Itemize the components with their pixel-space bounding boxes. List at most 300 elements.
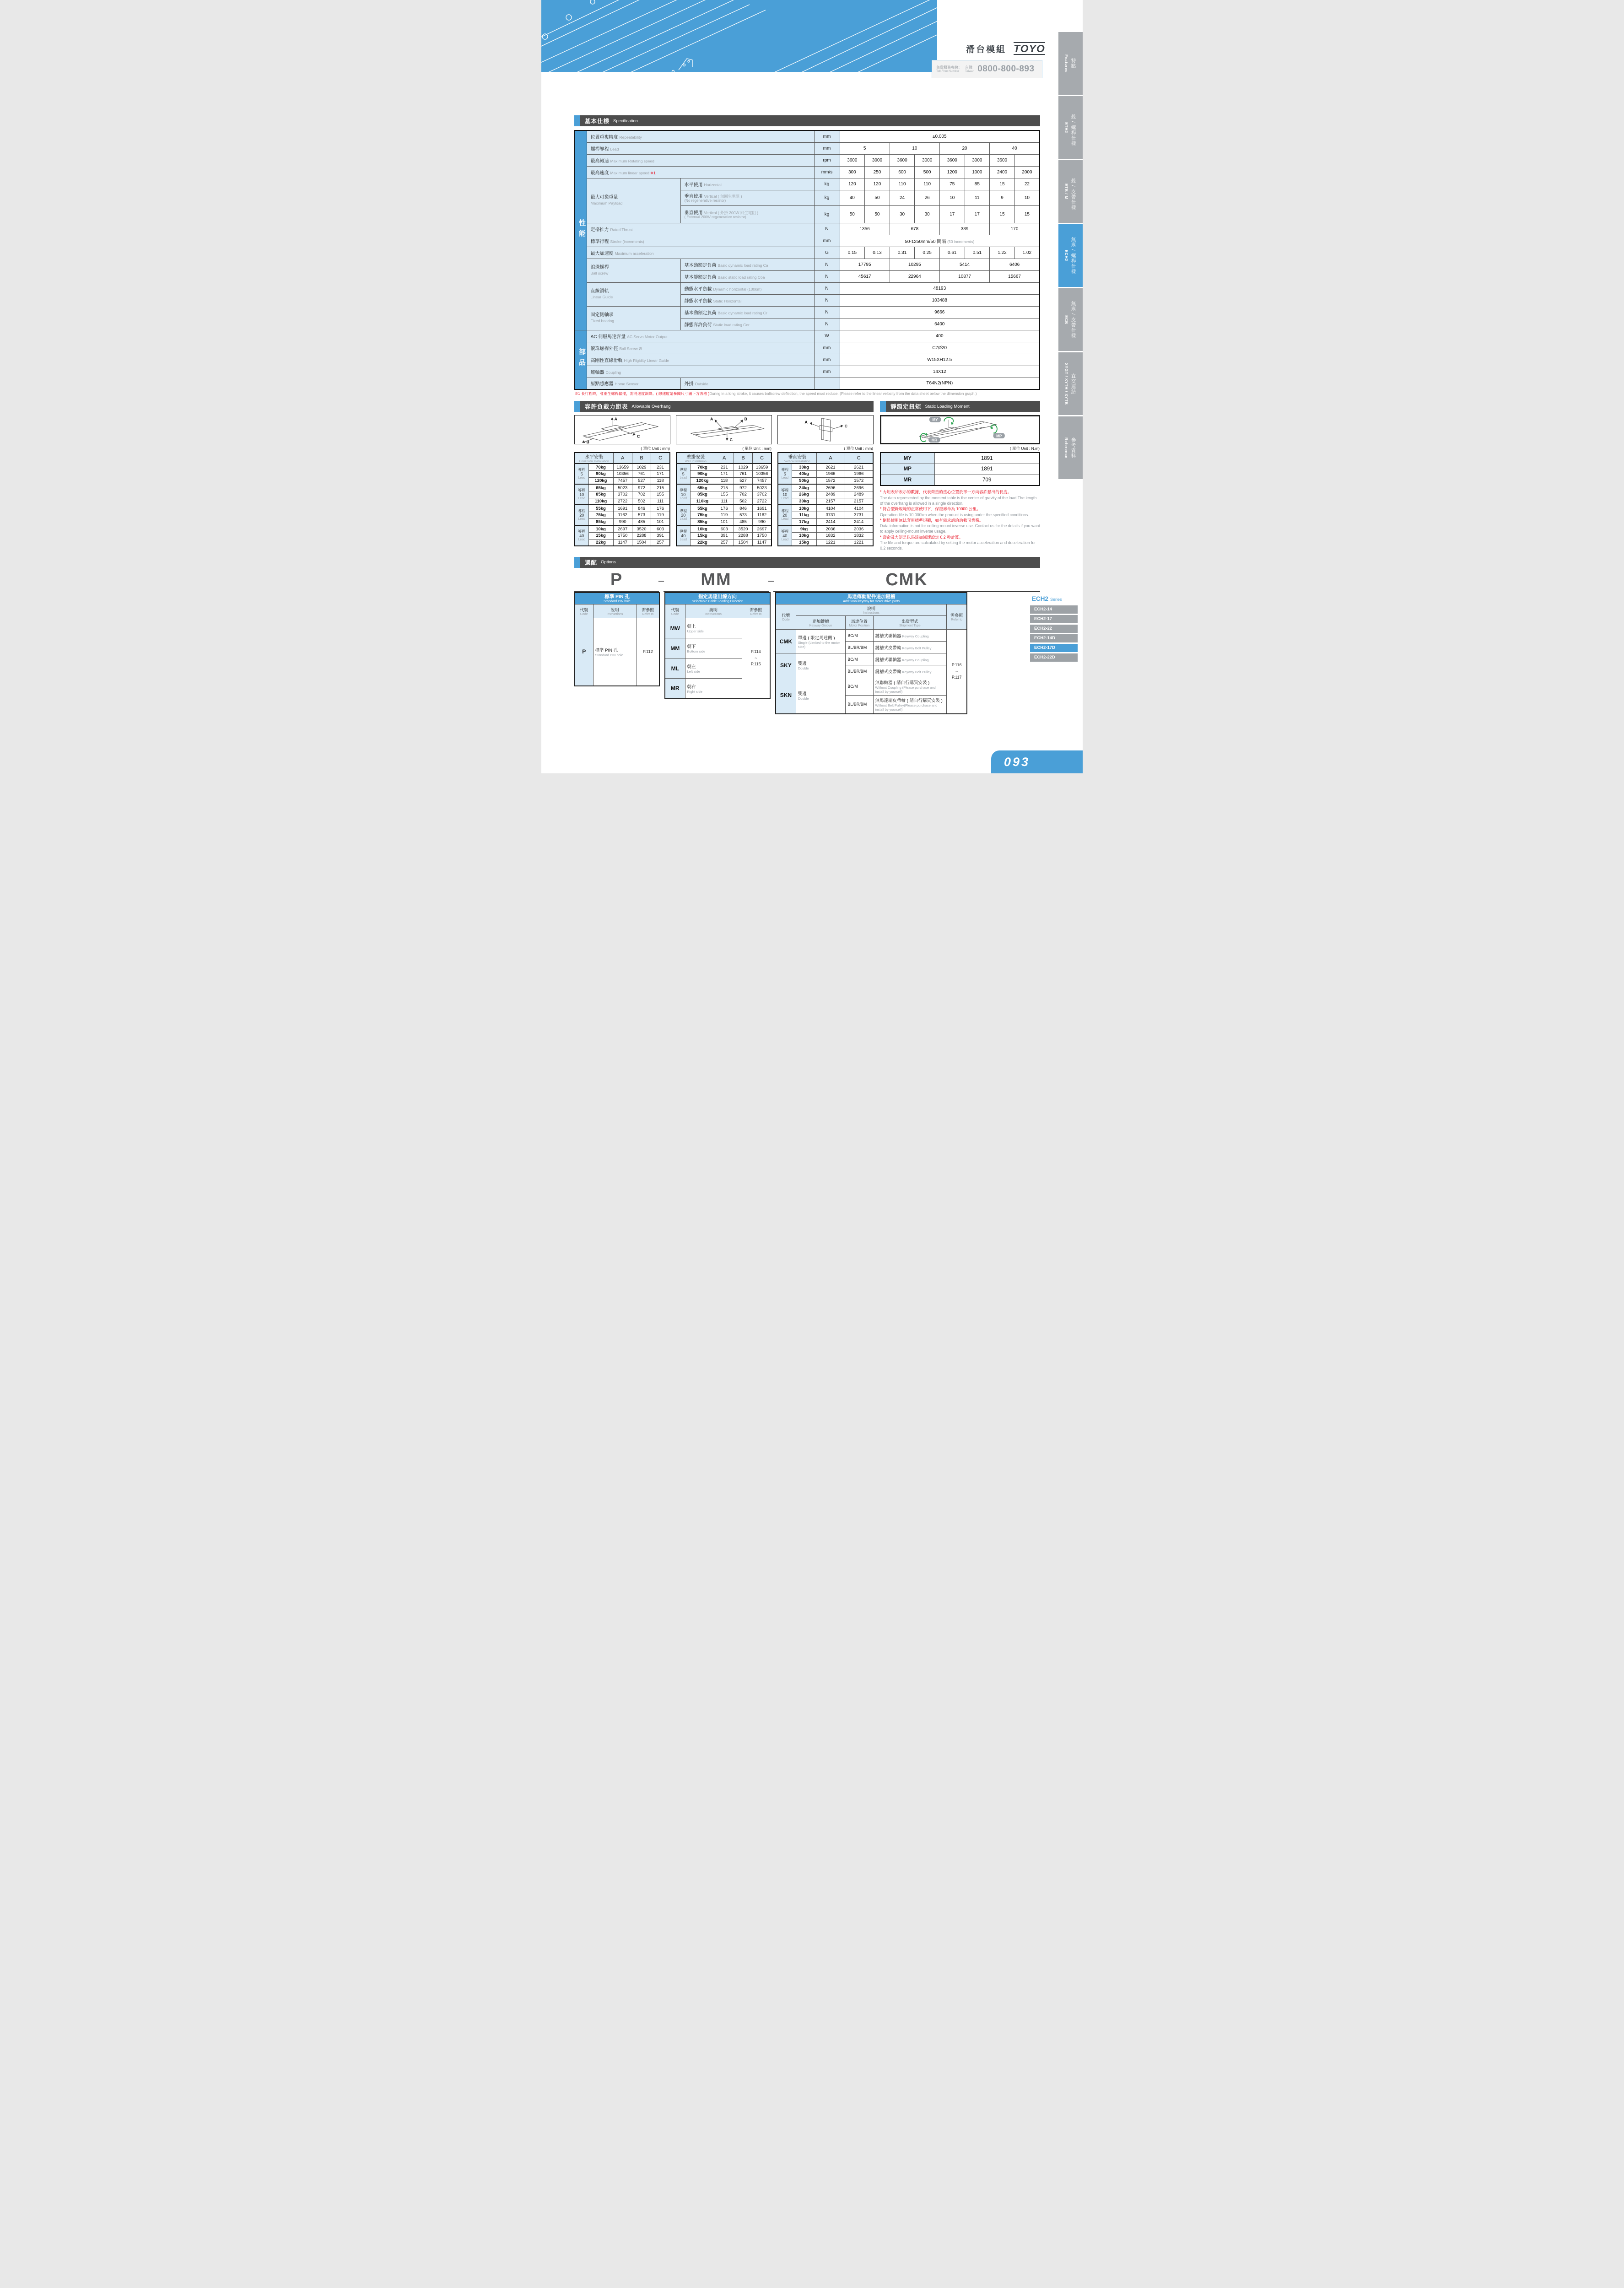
moment-notes (880, 489, 1040, 551)
value: 10 (890, 142, 939, 154)
value: 391 (715, 532, 734, 539)
table-row (778, 525, 873, 532)
moment-row-label: MY (880, 453, 934, 464)
tab-zh: 特點 (1070, 58, 1076, 69)
value: 3702 (613, 491, 632, 498)
col-header-en: Code (580, 612, 588, 616)
value: 4104 (816, 505, 845, 512)
value: 17 (965, 205, 990, 223)
option-inst-en: Standard PIN hole (595, 653, 623, 657)
series-suffix: Series (1050, 597, 1062, 602)
value: 5023 (753, 484, 772, 491)
value: 1000 (965, 166, 990, 178)
value: 13659 (613, 464, 632, 470)
overhang-vertical-table (777, 452, 874, 546)
value: 702 (632, 491, 651, 498)
value: 50 (865, 190, 890, 205)
value: 2696 (816, 484, 845, 491)
value: 1832 (845, 532, 873, 539)
col-header-zh: 說明 (867, 606, 876, 611)
label-zh: 最高速度 (590, 170, 609, 176)
note-en: Data information is not for ceiling-mount inverse use. Contact us for the details if you want to apply ceiling-mount inverse usage. (880, 523, 1040, 534)
value: 6406 (990, 259, 1040, 270)
unit: N (814, 318, 840, 330)
weight-cell: 24kg (792, 484, 816, 491)
overhang-section-header (574, 401, 874, 412)
weight-cell: 40kg (792, 470, 816, 477)
table-title-zh: 垂直安裝 (788, 455, 807, 460)
sublabel-en: Dynamic horizontal (100km) (713, 286, 762, 291)
value: 990 (753, 518, 772, 525)
value: 3600 (890, 154, 915, 166)
unit: N (814, 294, 840, 306)
table-row (880, 453, 1040, 464)
moment-row-label: MP (880, 464, 934, 475)
moment-label-mp: MP (996, 434, 1002, 438)
lead-cell: 導程 20 Lead (575, 505, 588, 525)
weight-cell: 75kg (690, 512, 715, 518)
lead-cell: 導程 10 Lead (575, 484, 588, 505)
value: 110 (915, 178, 940, 190)
value: 1029 (734, 464, 752, 470)
spec-row-thrust (575, 223, 1040, 235)
col-header-zh: 需參照 (950, 613, 963, 618)
value: 176 (651, 505, 670, 512)
groove-zh: 雙邊 (798, 691, 807, 696)
value: 972 (632, 484, 651, 491)
value: 1221 (845, 539, 873, 546)
series-item-ech2-17[interactable]: ECH2-17 (1030, 615, 1078, 623)
tab-en: ETH2 (1064, 122, 1069, 133)
value: 527 (734, 477, 752, 484)
weight-cell: 110kg (690, 498, 715, 505)
value: 2697 (613, 525, 632, 532)
value: 48193 (840, 282, 1040, 294)
overhang-wall-table (676, 452, 772, 546)
value: 45617 (840, 270, 890, 282)
value: 2000 (1014, 166, 1040, 178)
value: 6400 (840, 318, 1040, 330)
section-title-en: Specification (613, 118, 638, 124)
label-zh: 滾珠螺桿外徑 (590, 346, 618, 351)
tab-zh: 無塵 / 螺桿仕樣 (1070, 237, 1076, 274)
label-en: Ball Screw Ø (619, 346, 642, 351)
table-title-en: Additional keyway for motor drive parts (843, 599, 900, 603)
series-item-ech2-22[interactable]: ECH2-22 (1030, 625, 1078, 633)
sidebar-item-xy[interactable] (1058, 352, 1083, 415)
keyway-table (775, 592, 967, 714)
weight-cell: 22kg (588, 539, 613, 546)
value: 30 (915, 205, 940, 223)
overhang-wall-block (676, 415, 772, 546)
option-inst-zh: 朝右 (687, 684, 696, 690)
sublabel-zh: 基本動額定負荷 (684, 263, 717, 268)
spec-row-coupling (575, 366, 1040, 378)
table-row (575, 518, 670, 525)
overhang-vertical-block (777, 415, 874, 546)
moment-label-my: MY (932, 418, 938, 422)
label-en: Coupling (605, 370, 621, 375)
sublabel-zh: 垂直使用 (684, 194, 703, 200)
table-title-zh: 壁掛安裝 (686, 455, 705, 460)
weight-cell: 10kg (690, 525, 715, 532)
value: 2414 (816, 518, 845, 525)
sublabel-en: Static Horizontal (713, 298, 742, 303)
table-row (880, 475, 1040, 486)
table-title-en: Vertical Installation (784, 460, 810, 464)
sublabel-zh: 水平使用 (684, 182, 703, 188)
value: 50 (840, 205, 865, 223)
value: 2621 (816, 464, 845, 470)
weight-cell: 15kg (588, 532, 613, 539)
tab-zh: 無塵 / 皮帶仕樣 (1070, 301, 1076, 338)
unit: mm/s (814, 166, 840, 178)
tab-zh: 直交連結 (1070, 373, 1076, 394)
table-row (575, 491, 670, 498)
value: 1572 (816, 477, 845, 484)
value: 30 (890, 205, 915, 223)
value: 3731 (845, 512, 873, 518)
value-en: (50 increments) (947, 239, 975, 244)
value: 10356 (753, 470, 772, 477)
spec-side-performance: 性能 (575, 130, 587, 330)
shipment-en: Keyway Belt Pulley (902, 669, 932, 674)
unit-note: ( 單位 Unit : N.m) (1009, 446, 1040, 451)
label-en: Maximum linear speed (610, 170, 650, 175)
label-en: Ball screw (590, 270, 609, 275)
lead-cell: 導程 40 Lead (778, 525, 792, 546)
value: 1691 (753, 505, 772, 512)
col-header: B (632, 453, 651, 464)
value: 1221 (816, 539, 845, 546)
section-title-zh: 基本仕樣 (585, 118, 610, 124)
spec-row-screw-od (575, 342, 1040, 354)
table-row (778, 539, 873, 546)
spec-side-parts: 部品 (575, 330, 587, 389)
lead-cell: 導程 5 Lead (778, 464, 792, 484)
option-inst-en: Left side (687, 669, 700, 674)
value: 215 (715, 484, 734, 491)
tab-en: ETB / M (1064, 183, 1069, 200)
lead-cell: 導程 40 Lead (676, 525, 690, 546)
value: 2621 (845, 464, 873, 470)
value: 257 (651, 539, 670, 546)
value: 101 (715, 518, 734, 525)
sublabel-en2: ( External 200W regenerative resistor) (684, 215, 746, 220)
value: 3731 (816, 512, 845, 518)
table-row (880, 464, 1040, 475)
cable-direction-table (664, 592, 771, 699)
moment-table (880, 452, 1040, 486)
col-header-zh: 代號 (580, 607, 588, 612)
value: 1966 (816, 470, 845, 477)
value: 1356 (840, 223, 890, 235)
series-title (1030, 595, 1078, 603)
col-header-en: Keyway Groove (809, 624, 832, 627)
value: 170 (990, 223, 1040, 235)
value (1014, 154, 1040, 166)
motor-position: BC/M (846, 677, 873, 696)
value: 2400 (990, 166, 1015, 178)
table-row (676, 484, 772, 491)
product-banner (541, 0, 937, 72)
series-item-ech2-22d[interactable]: ECH2-22D (1030, 653, 1078, 662)
tollfree-region-zh: 台灣 (965, 65, 972, 70)
unit: N (814, 306, 840, 318)
value: 502 (734, 498, 752, 505)
value: 15 (1014, 205, 1040, 223)
label-zh: 最大加速度 (590, 251, 614, 256)
motor-position: BC/M (846, 630, 873, 642)
sublabel-en: Basic dynamic load rating Ca (718, 263, 768, 268)
col-header-en: Shipment Type (899, 624, 921, 627)
label-zh: 直線滑軌 (590, 289, 609, 294)
tab-en: XYGT / XYTH / XYTB (1064, 362, 1069, 405)
sublabel-en: Vertical ( 外掛 200W 回生電阻 ) (704, 210, 759, 216)
note-en: The data represented by the moment table is the center of gravity of the load.The length of the overhang is allowed in a single direction. (880, 495, 1037, 506)
value: 3520 (734, 525, 752, 532)
value: 0.15 (840, 247, 865, 259)
note-zh: * 符合型錄規範的正常使用下，保證壽命為 10000 公里。 (880, 507, 981, 512)
footnote-zh: ※1 長行程時，會產生螺桿偏擺，需將速度調降。( 線速度請參閱尺寸圖下方表格 ) (574, 392, 710, 396)
main-content (574, 115, 1040, 714)
series-nav (1030, 595, 1078, 663)
sidebar-item-ecb[interactable] (1058, 288, 1083, 351)
unit: mm (814, 354, 840, 366)
value: 3000 (865, 154, 890, 166)
sidebar-item-eth2[interactable] (1058, 96, 1083, 159)
value: 3000 (965, 154, 990, 166)
spec-row-bearing-cr (575, 306, 1040, 318)
value: 3600 (840, 154, 865, 166)
col-header-zh: 代號 (782, 613, 790, 618)
table-row (778, 491, 873, 498)
tollfree-label-zh: 免費服務專線： (936, 65, 962, 70)
label-zh: 固定側軸承 (590, 313, 614, 318)
spec-row-home-sensor (575, 378, 1040, 389)
diagram-label-c: C (729, 437, 733, 442)
value: 85 (965, 178, 990, 190)
weight-cell: 110kg (588, 498, 613, 505)
value: W15XH12.5 (840, 354, 1040, 366)
col-header-en: Refer to (642, 612, 654, 616)
table-row (575, 477, 670, 484)
value: 500 (915, 166, 940, 178)
weight-cell: 50kg (792, 477, 816, 484)
table-row (778, 484, 873, 491)
value: 2696 (845, 484, 873, 491)
value: 20 (939, 142, 989, 154)
value: 761 (632, 470, 651, 477)
weight-cell: 70kg (588, 464, 613, 470)
table-row (778, 498, 873, 505)
weight-cell: 10kg (792, 532, 816, 539)
option-code: CMK (776, 630, 796, 653)
tollfree-box (932, 60, 1042, 78)
value: 2722 (613, 498, 632, 505)
value: 1162 (753, 512, 772, 518)
motor-position: BL/BR/BM (846, 696, 873, 714)
label-en: Linear Guide (590, 294, 613, 299)
label-zh: 位置重複精度 (590, 135, 618, 140)
shipment-en: Keyway Belt Pulley (902, 646, 932, 650)
unit: G (814, 247, 840, 259)
unit: mm (814, 342, 840, 354)
unit-note: ( 單位 Unit : mm) (742, 446, 772, 451)
value: 702 (734, 491, 752, 498)
label-zh: AC 伺服馬達容量 (590, 334, 626, 340)
sidebar-item-features[interactable] (1058, 32, 1083, 95)
value: 761 (734, 470, 752, 477)
series-item-ech2-14d[interactable]: ECH2-14D (1030, 634, 1078, 642)
tab-en: Reference (1064, 437, 1069, 459)
moment-diagram-icon (880, 415, 1040, 444)
value: 2036 (845, 525, 873, 532)
value: 4104 (845, 505, 873, 512)
sidebar-item-ech2[interactable] (1058, 224, 1083, 287)
value: 573 (734, 512, 752, 518)
weight-cell: 85kg (690, 491, 715, 498)
accent-square (880, 401, 886, 412)
value: 1891 (934, 453, 1040, 464)
tollfree-label-en: Toll-Free Number (936, 69, 960, 73)
value: 111 (651, 498, 670, 505)
label-zh: 原點感應器 (590, 382, 614, 387)
value: 573 (632, 512, 651, 518)
diagram-label-a: A (710, 416, 713, 421)
table-row (665, 618, 770, 638)
diagram-label-a: A (614, 416, 617, 421)
sublabel-en: Outside (695, 382, 708, 387)
value: 9 (990, 190, 1015, 205)
value: 0.61 (939, 247, 965, 259)
options-section (574, 557, 1040, 714)
label-zh: 定格推力 (590, 227, 609, 232)
col-header: A (613, 453, 632, 464)
table-row (776, 653, 967, 665)
diagram-label-a: A (804, 420, 808, 425)
value: 24 (890, 190, 915, 205)
value: 22964 (890, 270, 939, 282)
wall-install-diagram-icon (676, 415, 772, 444)
tab-en: ECB (1064, 315, 1069, 324)
sidebar-item-reference[interactable] (1058, 416, 1083, 479)
unit: W (814, 330, 840, 342)
col-header-zh: 說明 (610, 607, 619, 612)
value: 120 (840, 178, 865, 190)
page-number-badge (991, 750, 1083, 773)
weight-cell: 90kg (690, 470, 715, 477)
weight-cell: 85kg (588, 518, 613, 525)
option-ref: P.112 (637, 618, 659, 686)
code-dash: – (768, 574, 774, 586)
section-title-zh: 靜額定扭矩 (890, 404, 922, 410)
value: 7457 (613, 477, 632, 484)
table-row (676, 464, 772, 470)
spec-row-servo (575, 330, 1040, 342)
label-en: Rated Thrust (610, 227, 633, 232)
series-name: ECH2 (1032, 595, 1049, 602)
series-item-ech2-17d[interactable]: ECH2-17D (1030, 644, 1078, 652)
value: 250 (865, 166, 890, 178)
col-header-en: Motor Position (849, 624, 870, 627)
value: 846 (734, 505, 752, 512)
option-inst-zh: 朝左 (687, 664, 696, 670)
value: 22 (1014, 178, 1040, 190)
unit: kg (814, 190, 840, 205)
weight-cell: 55kg (690, 505, 715, 512)
col-header: C (753, 453, 772, 464)
sidebar-item-etb-m[interactable] (1058, 160, 1083, 223)
value: 339 (939, 223, 989, 235)
value: 1691 (613, 505, 632, 512)
value: 171 (715, 470, 734, 477)
value: T64N2(NPN) (840, 378, 1040, 389)
tab-en: Features (1064, 54, 1069, 73)
unit: mm (814, 142, 840, 154)
table-row (575, 512, 670, 518)
sublabel-en: Basic dynamic load rating Cr (718, 310, 767, 315)
table-row (575, 532, 670, 539)
value: 17 (939, 205, 965, 223)
accent-square (574, 115, 580, 126)
value: 485 (734, 518, 752, 525)
table-row (778, 477, 873, 484)
weight-cell: 15kg (792, 539, 816, 546)
value: 103488 (840, 294, 1040, 306)
value: 5023 (613, 484, 632, 491)
value: 10295 (890, 259, 939, 270)
table-row (676, 525, 772, 532)
groove-en: Double (798, 666, 809, 671)
groove-zh: 單邊 ( 限定馬達側 ) (798, 635, 835, 641)
table-row (676, 498, 772, 505)
motor-position: BL/BR/BM (846, 642, 873, 653)
table-row (778, 532, 873, 539)
table-row (575, 464, 670, 470)
value: 155 (651, 491, 670, 498)
series-item-ech2-14[interactable]: ECH2-14 (1030, 605, 1078, 614)
value: 1147 (753, 539, 772, 546)
weight-cell: 55kg (588, 505, 613, 512)
shipment-en: Keyway Coupling (902, 658, 929, 662)
value: 118 (715, 477, 734, 484)
moment-label-mr: MR (931, 438, 938, 442)
col-header-zh: 需參照 (642, 607, 654, 612)
table-row (676, 518, 772, 525)
sublabel-en2: (No regenerative resistor) (684, 199, 726, 203)
option-code: MM (665, 638, 685, 658)
weight-cell: 85kg (690, 518, 715, 525)
shipment-en: Without Coupling (Please purchase and install by yourself) (875, 685, 936, 694)
table-row (575, 525, 670, 532)
col-header-en: Refer to (951, 618, 963, 622)
value: 1200 (939, 166, 965, 178)
unit: mm (814, 235, 840, 247)
value: 17795 (840, 259, 890, 270)
table-title-en: Horizontal Installation (579, 460, 609, 464)
label-zh: 螺桿導程 (590, 146, 609, 152)
value: 10 (1014, 190, 1040, 205)
value: 600 (890, 166, 915, 178)
col-header-en: Code (782, 618, 790, 622)
unit-note: ( 單位 Unit : mm) (641, 446, 670, 451)
option-code: SKN (776, 677, 796, 714)
value: 9666 (840, 306, 1040, 318)
label-en: Lead (610, 146, 619, 151)
moment-row-label: MR (880, 475, 934, 486)
label-zh: 連軸器 (590, 370, 604, 375)
